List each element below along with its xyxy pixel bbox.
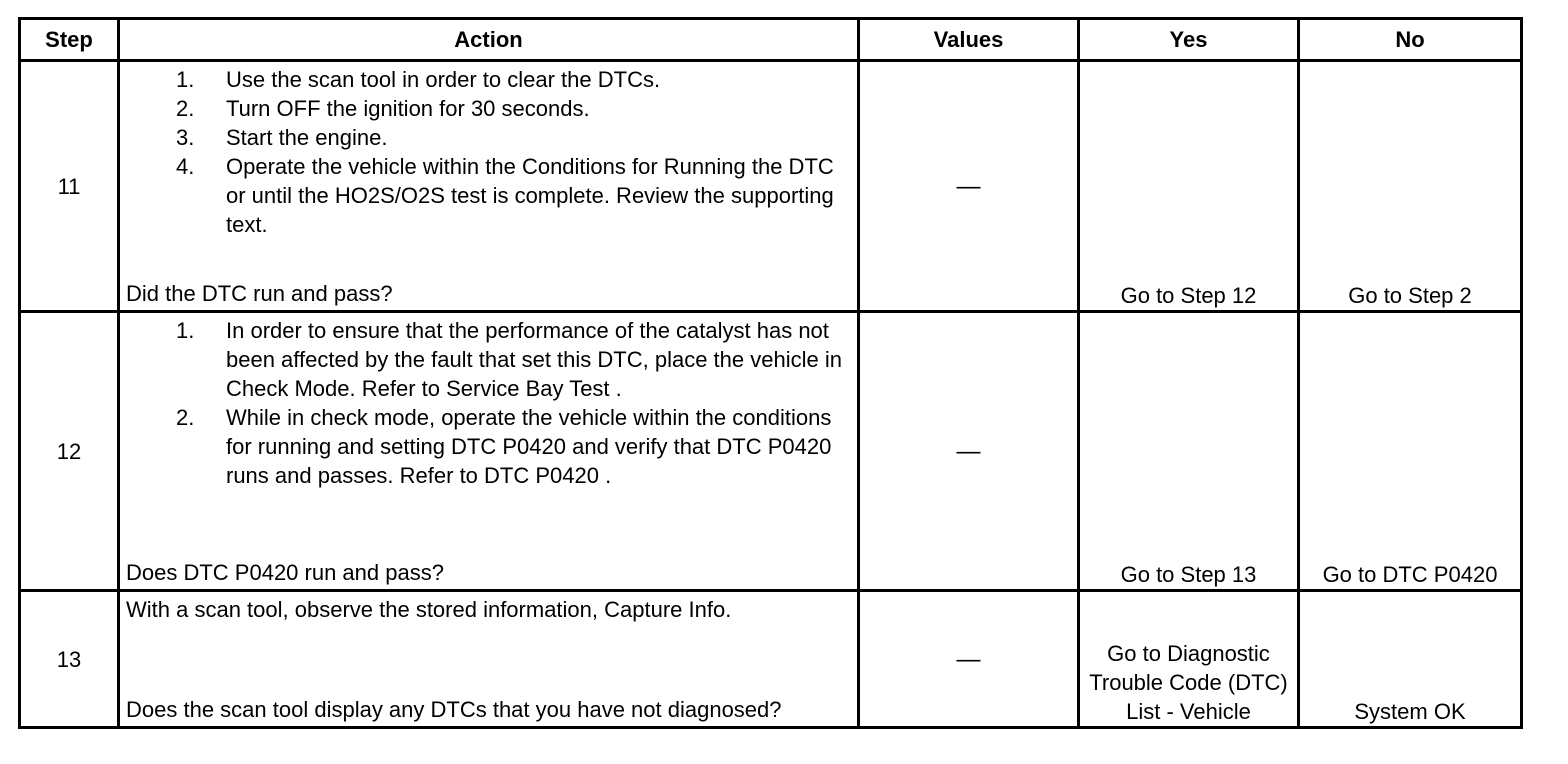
yes-result: Go to Diagnostic Trouble Code (DTC) List - Vehicle [1079, 591, 1299, 728]
diagnostic-table [18, 17, 1523, 729]
action-cell [119, 312, 859, 591]
action-step-number: 2. [176, 96, 195, 121]
action-question: Does the scan tool display any DTCs that you have not diagnosed? [126, 697, 782, 722]
values-cell: — [859, 61, 1079, 312]
no-result: Go to Step 2 [1299, 61, 1522, 312]
header-step: Step [20, 19, 119, 61]
action-cell [119, 61, 859, 312]
values-cell: — [859, 591, 1079, 728]
action-cell [119, 591, 859, 728]
action-step-number: 4. [176, 154, 195, 179]
action-step-text: Start the engine. [226, 125, 388, 150]
action-step-text: While in check mode, operate the vehicle within the conditions for running and setting DTC P0420 and verify that DTC P0420 runs and passes. Refer to DTC P0420 . [226, 405, 832, 488]
header-action: Action [119, 19, 859, 61]
action-step-text: Use the scan tool in order to clear the DTCs. [226, 67, 661, 92]
action-step-text: Turn OFF the ignition for 30 seconds. [226, 96, 590, 121]
action-step-number: 2. [176, 405, 195, 430]
step-number: 11 [20, 61, 119, 312]
action-question: Did the DTC run and pass? [126, 281, 393, 306]
header-row [20, 19, 1522, 61]
action-step-number: 3. [176, 125, 195, 150]
header-values: Values [859, 19, 1079, 61]
yes-result: Go to Step 13 [1079, 312, 1299, 591]
action-step-number: 1. [176, 67, 195, 92]
header-yes: Yes [1079, 19, 1299, 61]
action-step-list [126, 65, 851, 239]
yes-result: Go to Step 12 [1079, 61, 1299, 312]
table-row [20, 312, 1522, 591]
no-result: System OK [1299, 591, 1522, 728]
values-cell: — [859, 312, 1079, 591]
action-step [126, 403, 851, 490]
action-step-list [126, 316, 851, 490]
action-step [126, 65, 851, 94]
header-no: No [1299, 19, 1522, 61]
table-row [20, 61, 1522, 312]
step-number: 12 [20, 312, 119, 591]
step-number: 13 [20, 591, 119, 728]
action-intro: With a scan tool, observe the stored information, Capture Info. [126, 597, 732, 622]
action-step-number: 1. [176, 318, 195, 343]
no-result: Go to DTC P0420 [1299, 312, 1522, 591]
action-step [126, 152, 851, 239]
action-step [126, 94, 851, 123]
action-step [126, 123, 851, 152]
action-question: Does DTC P0420 run and pass? [126, 560, 444, 585]
action-step [126, 316, 851, 403]
action-step-text: In order to ensure that the performance of the catalyst has not been affected by the fault that set this DTC, place the vehicle in Check Mode. Refer to Service Bay Test . [226, 318, 842, 401]
table-row [20, 591, 1522, 728]
action-step-text: Operate the vehicle within the Conditions for Running the DTC or until the HO2S/O2S test is complete. Review the supporting text. [226, 154, 834, 237]
